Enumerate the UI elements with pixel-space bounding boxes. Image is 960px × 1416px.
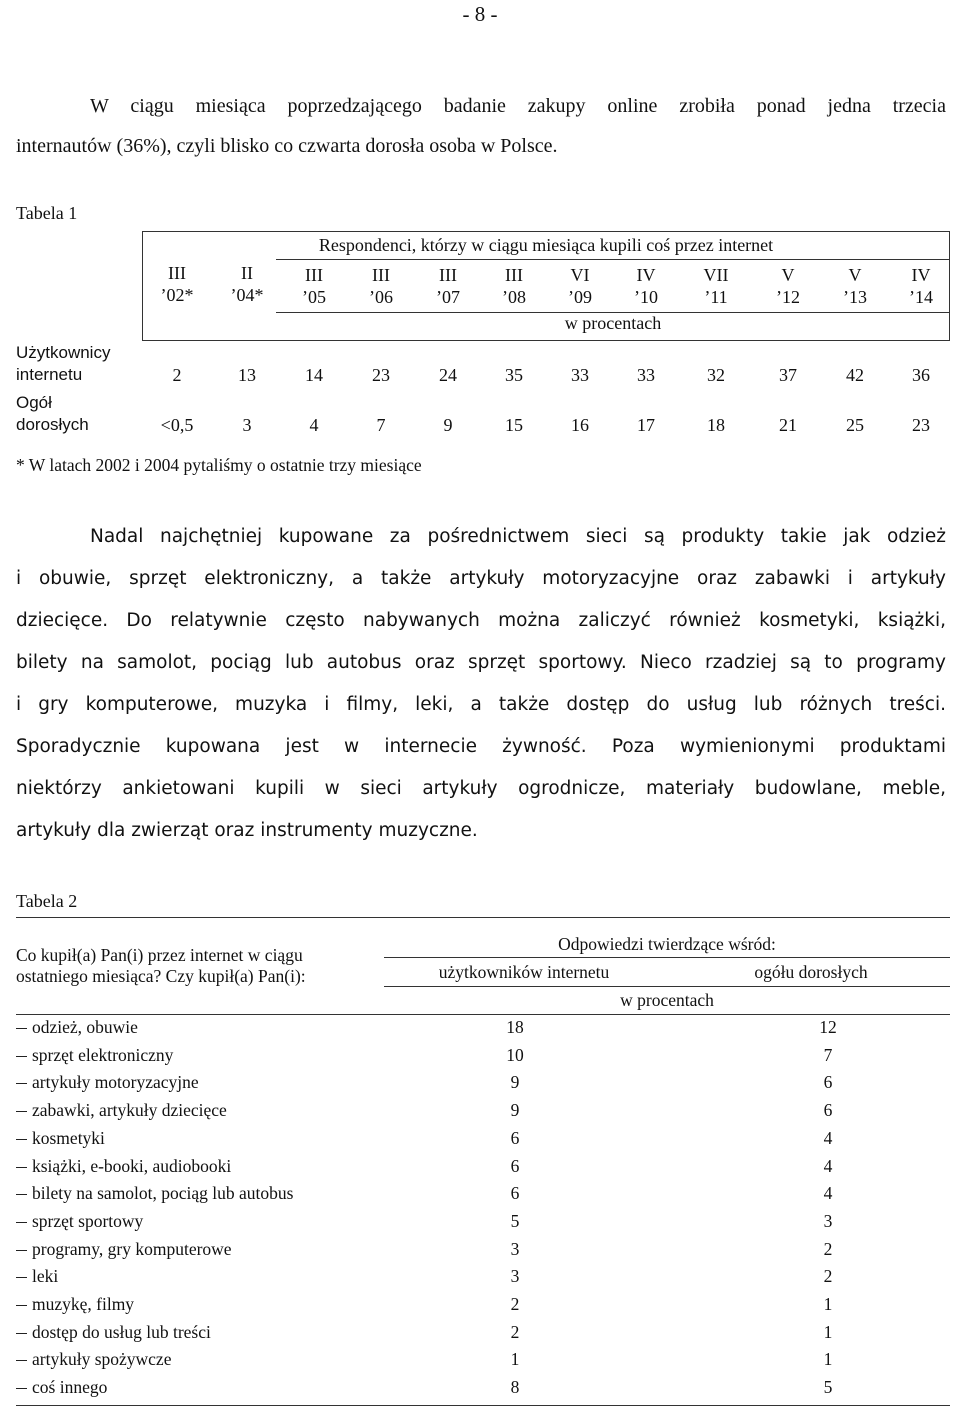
table1-row-label: internetu	[16, 365, 83, 384]
table2-row	[16, 1347, 952, 1374]
table2-value-adults: 12	[819, 1017, 837, 1037]
table2-row	[16, 1292, 952, 1319]
dash-bullet-icon	[16, 1194, 27, 1195]
column-header-year: ’10	[634, 287, 658, 307]
table2-row-label: odzież, obuwie	[32, 1017, 138, 1037]
dash-bullet-icon	[16, 1277, 27, 1278]
dash-bullet-icon	[16, 1083, 27, 1084]
column-header-month: III	[305, 265, 323, 285]
table1-cell: 23	[912, 415, 930, 435]
table1-cell: 15	[505, 415, 523, 435]
table2-value-users: 9	[510, 1072, 520, 1093]
table1-cell: 24	[439, 365, 457, 385]
paragraph-line: Nadal najchętniej kupowane za pośrednictwem sieci są produkty takie jak odzież	[90, 526, 946, 547]
table2-value-adults: 2	[823, 1266, 833, 1287]
table2-value-adults: 1	[823, 1349, 833, 1370]
table2-row	[16, 1070, 952, 1097]
dash-bullet-icon	[16, 1056, 27, 1057]
table2-value-users: 3	[510, 1266, 520, 1287]
table1-group-header: Respondenci, którzy w ciągu miesiąca kupili coś przez internet	[318, 235, 774, 255]
table2-row-label: książki, e-booki, audiobooki	[32, 1155, 232, 1176]
column-header-month: VII	[703, 265, 729, 285]
table2-group-header: Odpowiedzi twierdzące wśród:	[558, 934, 776, 954]
table1-cell: 32	[707, 365, 725, 385]
dash-bullet-icon	[16, 1250, 27, 1251]
table2-row	[16, 1264, 952, 1291]
table2-row	[16, 1126, 952, 1153]
table2-value-users: 2	[510, 1321, 520, 1342]
table2-row	[16, 1154, 952, 1181]
table1-cell: 18	[707, 415, 725, 435]
table2-value-users: 6	[510, 1155, 520, 1176]
table1-cell: 23	[372, 365, 390, 385]
table2-row-label: kosmetyki	[32, 1127, 105, 1148]
table2-value-adults: 4	[823, 1127, 833, 1148]
table2-row	[16, 1181, 952, 1208]
column-header-year: ’14	[909, 287, 933, 307]
table2-divider	[384, 986, 950, 987]
table1-cell: 35	[505, 365, 523, 385]
table2-value-users: 5	[510, 1210, 520, 1231]
table1-column-header	[758, 264, 818, 308]
table1-column-header	[891, 264, 951, 308]
table2-top-rule	[16, 917, 950, 918]
table2-row	[16, 1015, 952, 1042]
table1-cell: 2	[172, 365, 182, 385]
table1-column-header	[825, 264, 885, 308]
table2-value-adults: 1	[823, 1321, 833, 1342]
table2-bottom-rule	[16, 1405, 950, 1406]
table2-col-users: użytkowników internetu	[438, 962, 610, 982]
table2-row-label: sprzęt sportowy	[32, 1210, 144, 1231]
table2-row	[16, 1375, 952, 1402]
page-number: - 8 -	[462, 2, 498, 26]
table2-col-adults: ogółu dorosłych	[754, 962, 868, 982]
table1-column-header	[147, 262, 207, 306]
dash-bullet-icon	[16, 1139, 27, 1140]
table2-value-adults: 7	[823, 1044, 833, 1065]
table2-value-adults: 1	[823, 1294, 833, 1314]
dash-bullet-icon	[16, 1167, 27, 1168]
paragraph-line: dziecięce. Do relatywnie często nabywanych można zaliczyć również kosmetyki, książki,	[16, 610, 946, 631]
column-header-year: ’07	[436, 287, 460, 307]
table2-label: Tabela 2	[16, 891, 78, 911]
table2-row-label: artykuły motoryzacyjne	[32, 1072, 199, 1093]
table1-row-label: dorosłych	[16, 415, 89, 434]
table1-column-header	[686, 264, 746, 308]
table1-row-label: Użytkownicy	[16, 343, 111, 362]
body-paragraph	[16, 516, 946, 852]
paragraph-line: bilety na samolot, pociąg lub autobus oraz sprzęt sportowy. Nieco rzadziej są to programy	[16, 652, 946, 673]
table1-column-header	[484, 264, 544, 308]
table1-column-header	[616, 264, 676, 308]
dash-bullet-icon	[16, 1305, 27, 1306]
dash-bullet-icon	[16, 1111, 27, 1112]
table2-value-adults: 5	[823, 1377, 833, 1398]
table2-value-adults: 3	[823, 1210, 833, 1231]
table2-value-adults: 2	[823, 1238, 833, 1259]
table1-column-header	[418, 264, 478, 308]
table1-column-header	[351, 264, 411, 308]
table2-value-users: 6	[510, 1183, 520, 1204]
table2-row-label: leki	[32, 1266, 59, 1287]
table1-cell: 37	[779, 365, 797, 385]
table1-column-header	[550, 264, 610, 308]
table1-cell: 25	[846, 415, 864, 435]
column-header-year: ’05	[302, 287, 326, 307]
table1-label: Tabela 1	[16, 203, 78, 223]
table2-row	[16, 1237, 952, 1264]
table1-cell: 42	[846, 365, 864, 385]
table1-cell: 33	[637, 365, 655, 385]
intro-line: internautów (36%), czyli blisko co czwarta dorosła osoba w Polsce.	[16, 135, 558, 157]
table2-value-users: 10	[506, 1044, 524, 1065]
column-header-year: ’02*	[160, 285, 194, 305]
column-header-year: ’12	[776, 287, 800, 307]
table1-divider	[276, 259, 950, 260]
column-header-month: III	[439, 265, 457, 285]
table2-value-users: 1	[510, 1349, 520, 1370]
table2-value-users: 3	[510, 1238, 520, 1259]
table2-value-users: 2	[510, 1294, 520, 1314]
table2-unit: w procentach	[620, 990, 714, 1010]
table1-cell: 33	[571, 365, 589, 385]
intro-line: W ciągu miesiąca poprzedzającego badanie zakupy online zrobiła ponad jedna trzecia	[90, 95, 946, 117]
column-header-month: V	[848, 265, 862, 285]
table2-value-adults: 4	[823, 1155, 833, 1176]
table2-value-adults: 6	[823, 1100, 833, 1121]
table2-row-label: zabawki, artykuły dziecięce	[32, 1100, 227, 1121]
dash-bullet-icon	[16, 1333, 27, 1334]
table1-row-label: Ogół	[16, 393, 52, 412]
table2-row-label: coś innego	[32, 1377, 108, 1398]
table1-cell: 9	[443, 415, 453, 435]
paragraph-line: i gry komputerowe, muzyka i filmy, leki, a także dostęp do usług lub różnych treści.	[16, 694, 946, 715]
dash-bullet-icon	[16, 1222, 27, 1223]
column-header-year: ’11	[704, 287, 728, 307]
table1-footnote: * W latach 2002 i 2004 pytaliśmy o ostatnie trzy miesiące	[16, 455, 422, 475]
table1-cell: <0,5	[160, 415, 194, 435]
table1-cell: 3	[242, 415, 252, 435]
table2-value-users: 6	[510, 1127, 520, 1148]
dash-bullet-icon	[16, 1028, 27, 1029]
table2-value-adults: 6	[823, 1072, 833, 1093]
table1-cell: 14	[305, 365, 323, 385]
column-header-month: IV	[911, 265, 931, 285]
column-header-month: III	[505, 265, 523, 285]
paragraph-line: i obuwie, sprzęt elektroniczny, a także artykuły motoryzacyjne oraz zabawki i artykuły	[16, 568, 946, 589]
column-header-month: III	[168, 263, 186, 283]
table2-value-users: 18	[506, 1017, 524, 1037]
table2-row-label: bilety na samolot, pociąg lub autobus	[32, 1183, 294, 1204]
table1-column-header	[284, 264, 344, 308]
table1-cell: 16	[571, 415, 589, 435]
paragraph-line: niektórzy ankietowani kupili w sieci artykuły ogrodnicze, materiały budowlane, meble,	[16, 778, 946, 799]
column-header-month: III	[372, 265, 390, 285]
table2-row-label: programy, gry komputerowe	[32, 1238, 232, 1259]
column-header-year: ’13	[843, 287, 867, 307]
table2-row-label: sprzęt elektroniczny	[32, 1044, 174, 1065]
table1-cell: 21	[779, 415, 797, 435]
table1-column-header	[217, 262, 277, 306]
table2-value-users: 9	[510, 1100, 520, 1121]
column-header-year: ’06	[369, 287, 393, 307]
paragraph-line: artykuły dla zwierząt oraz instrumenty muzyczne.	[16, 820, 478, 841]
paragraph-line: Sporadycznie kupowana jest w internecie żywność. Poza wymienionymi produktami	[16, 736, 946, 757]
dash-bullet-icon	[16, 1388, 27, 1389]
table2-row-label: artykuły spożywcze	[32, 1349, 172, 1370]
table1-cell: 17	[637, 415, 655, 435]
table2-row-label: dostęp do usług lub treści	[32, 1321, 211, 1342]
table1-cell: 4	[309, 415, 319, 435]
column-header-year: ’09	[568, 287, 592, 307]
table1-cell: 7	[376, 415, 386, 435]
column-header-year: ’08	[502, 287, 526, 307]
column-header-month: VI	[570, 265, 590, 285]
dash-bullet-icon	[16, 1360, 27, 1361]
table2-row	[16, 1320, 952, 1347]
column-header-month: V	[781, 265, 795, 285]
table1-cell: 13	[238, 365, 256, 385]
table2-question-line: Co kupił(a) Pan(i) przez internet w ciągu	[16, 945, 303, 965]
table1-unit: w procentach	[564, 313, 662, 333]
table2-row-label: muzykę, filmy	[32, 1294, 135, 1314]
table2-divider	[384, 957, 950, 958]
column-header-month: IV	[636, 265, 656, 285]
table2-row	[16, 1098, 952, 1125]
column-header-year: ’04*	[230, 285, 264, 305]
column-header-month: II	[241, 263, 253, 283]
intro-paragraph	[16, 86, 946, 166]
table1-cell: 36	[912, 365, 930, 385]
table2-row	[16, 1043, 952, 1070]
table2-row	[16, 1209, 952, 1236]
table2-value-users: 8	[510, 1377, 520, 1398]
table2-value-adults: 4	[823, 1183, 833, 1204]
table2-question-line: ostatniego miesiąca? Czy kupił(a) Pan(i):	[16, 966, 306, 986]
